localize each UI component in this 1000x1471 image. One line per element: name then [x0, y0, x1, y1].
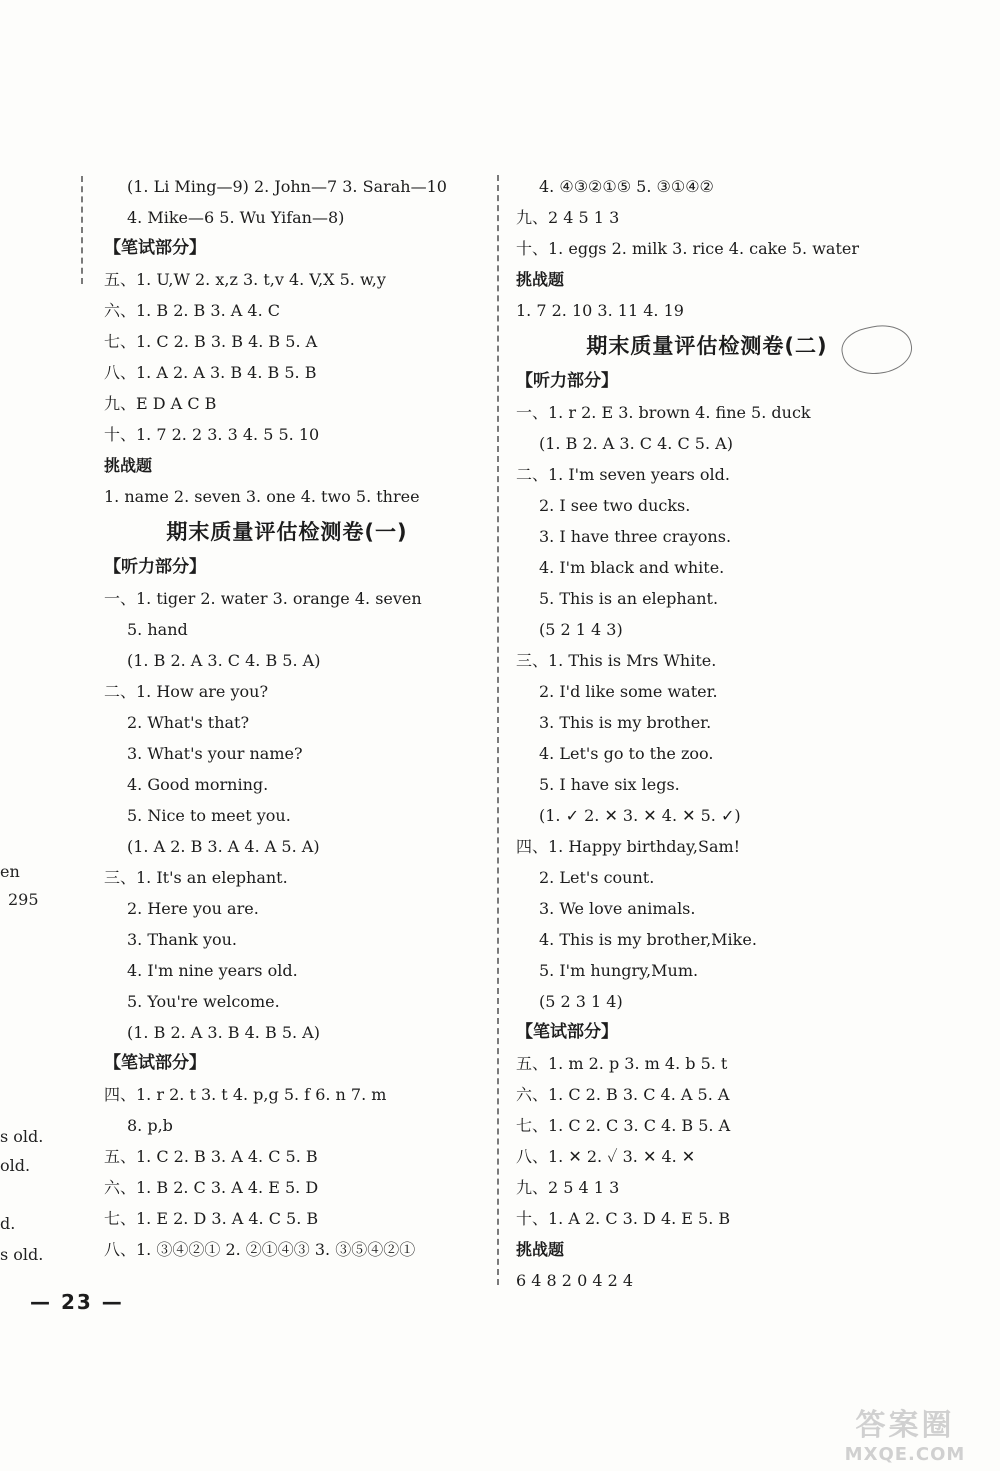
watermark-url: MXQE.COM	[844, 1444, 966, 1465]
left-answer-line: 四、1. r 2. t 3. t 4. p,g 5. f 6. n 7. m	[104, 1085, 387, 1104]
right-challenge-heading: 挑战题	[516, 1240, 565, 1259]
right-answer-line: 九、2 4 5 1 3	[516, 208, 620, 227]
left-answer-line: 三、1. It's an elephant.	[104, 868, 288, 887]
right-answer-line: 1. 7 2. 10 3. 11 4. 19	[516, 301, 684, 320]
left-answer-line: 3. What's your name?	[127, 744, 303, 763]
right-answer-line: 七、1. C 2. C 3. C 4. B 5. A	[516, 1116, 731, 1135]
right-answer-line: 5. I'm hungry,Mum.	[539, 961, 699, 980]
left-answer-line: 一、1. tiger 2. water 3. orange 4. seven	[104, 589, 422, 608]
left-answer-line: 4. I'm nine years old.	[127, 961, 298, 980]
right-challenge-heading: 挑战题	[516, 270, 565, 289]
right-answer-line: 四、1. Happy birthday,Sam!	[516, 837, 741, 856]
edge-fragment-text: old.	[0, 1156, 31, 1175]
left-answer-line: 二、1. How are you?	[104, 682, 269, 701]
left-answer-line: 七、1. C 2. B 3. B 4. B 5. A	[104, 332, 318, 351]
right-answer-line: 2. Let's count.	[539, 868, 655, 887]
left-section-header: 【听力部分】	[104, 557, 206, 577]
right-answer-line: 十、1. A 2. C 3. D 4. E 5. B	[516, 1209, 731, 1228]
edge-fragment-text: 295	[8, 890, 39, 909]
edge-fragment-text: s old.	[0, 1245, 44, 1264]
left-answer-line: 十、1. 7 2. 2 3. 3 4. 5 5. 10	[104, 425, 320, 444]
right-answer-line: 4. This is my brother,Mike.	[539, 930, 757, 949]
right-answer-line: 3. We love animals.	[539, 899, 696, 918]
right-answer-line: 十、1. eggs 2. milk 3. rice 4. cake 5. water	[516, 239, 860, 258]
left-answer-line: 4. Mike—6 5. Wu Yifan—8)	[127, 208, 345, 227]
left-answer-line: 八、1. ③④②① 2. ②①④③ 3. ③⑤④②①	[104, 1240, 416, 1259]
left-answer-line: (1. B 2. A 3. B 4. B 5. A)	[127, 1023, 320, 1042]
right-section-header: 【笔试部分】	[516, 1022, 618, 1042]
page-number: — 23 —	[30, 1290, 124, 1314]
right-answer-line: 六、1. C 2. B 3. C 4. A 5. A	[516, 1085, 730, 1104]
right-answer-line: 5. This is an elephant.	[539, 589, 719, 608]
right-answer-line: 2. I see two ducks.	[539, 496, 691, 515]
left-section-header: 【笔试部分】	[104, 238, 206, 258]
column-divider	[497, 175, 499, 1285]
right-answer-line: 4. ④③②①⑤ 5. ③①④②	[539, 177, 714, 196]
left-exam-title: 期末质量评估检测卷(一)	[166, 520, 408, 544]
right-answer-line: 九、2 5 4 1 3	[516, 1178, 620, 1197]
left-answer-line: 1. name 2. seven 3. one 4. two 5. three	[104, 487, 420, 506]
left-answer-line: 六、1. B 2. C 3. A 4. E 5. D	[104, 1178, 319, 1197]
left-answer-line: 3. Thank you.	[127, 930, 238, 949]
left-answer-line: (1. Li Ming—9) 2. John—7 3. Sarah—10	[127, 177, 447, 196]
right-answer-line: 4. I'm black and white.	[539, 558, 725, 577]
right-answer-line: 5. I have six legs.	[539, 775, 680, 794]
right-answer-line: 6 4 8 2 0 4 2 4	[516, 1271, 634, 1290]
left-answer-line: 九、E D A C B	[104, 394, 217, 413]
left-answer-line: 五、1. U,W 2. x,z 3. t,v 4. V,X 5. w,y	[104, 270, 386, 289]
left-answer-line: 六、1. B 2. B 3. A 4. C	[104, 301, 280, 320]
left-answer-line: 5. You're welcome.	[127, 992, 280, 1011]
right-answer-line: 三、1. This is Mrs White.	[516, 651, 717, 670]
left-answer-line: (1. B 2. A 3. C 4. B 5. A)	[127, 651, 321, 670]
right-answer-line: 3. I have three crayons.	[539, 527, 732, 546]
right-exam-title: 期末质量评估检测卷(二)	[586, 334, 828, 358]
left-section-header: 【笔试部分】	[104, 1053, 206, 1073]
left-challenge-heading: 挑战题	[104, 456, 153, 475]
right-answer-line: 二、1. I'm seven years old.	[516, 465, 730, 484]
right-answer-line: 4. Let's go to the zoo.	[539, 744, 714, 763]
left-answer-line: (1. A 2. B 3. A 4. A 5. A)	[127, 837, 320, 856]
watermark-logo: 答案圈	[855, 1408, 955, 1443]
right-answer-line: (1. B 2. A 3. C 4. C 5. A)	[539, 434, 733, 453]
right-answer-line: (5 2 1 4 3)	[539, 620, 623, 639]
left-answer-line: 八、1. A 2. A 3. B 4. B 5. B	[104, 363, 317, 382]
right-answer-line: (1. ✓ 2. ✕ 3. ✕ 4. ✕ 5. ✓)	[539, 806, 741, 825]
left-answer-line: 5. Nice to meet you.	[127, 806, 291, 825]
left-answer-line: 七、1. E 2. D 3. A 4. C 5. B	[104, 1209, 319, 1228]
left-answer-line: 2. Here you are.	[127, 899, 259, 918]
left-answer-line: 5. hand	[127, 620, 188, 639]
left-dashed-border	[81, 176, 83, 284]
watermark	[820, 1400, 990, 1466]
left-answer-line: 4. Good morning.	[127, 775, 269, 794]
right-answer-line: 八、1. ✕ 2. ✓ 3. ✕ 4. ✕	[516, 1147, 696, 1166]
right-section-header: 【听力部分】	[516, 371, 618, 391]
right-answer-line: 3. This is my brother.	[539, 713, 712, 732]
left-answer-line: 8. p,b	[127, 1116, 173, 1135]
right-answer-line: 五、1. m 2. p 3. m 4. b 5. t	[516, 1054, 728, 1073]
right-answer-line: 一、1. r 2. E 3. brown 4. fine 5. duck	[516, 403, 811, 422]
left-answer-column	[104, 171, 486, 1265]
right-answer-line: 2. I'd like some water.	[539, 682, 718, 701]
right-answer-line: (5 2 3 1 4)	[539, 992, 623, 1011]
edge-fragment-text: s old.	[0, 1127, 44, 1146]
edge-fragment-text: en	[0, 862, 20, 881]
edge-fragment-text: d.	[0, 1214, 16, 1233]
left-answer-line: 2. What's that?	[127, 713, 250, 732]
left-answer-line: 五、1. C 2. B 3. A 4. C 5. B	[104, 1147, 318, 1166]
